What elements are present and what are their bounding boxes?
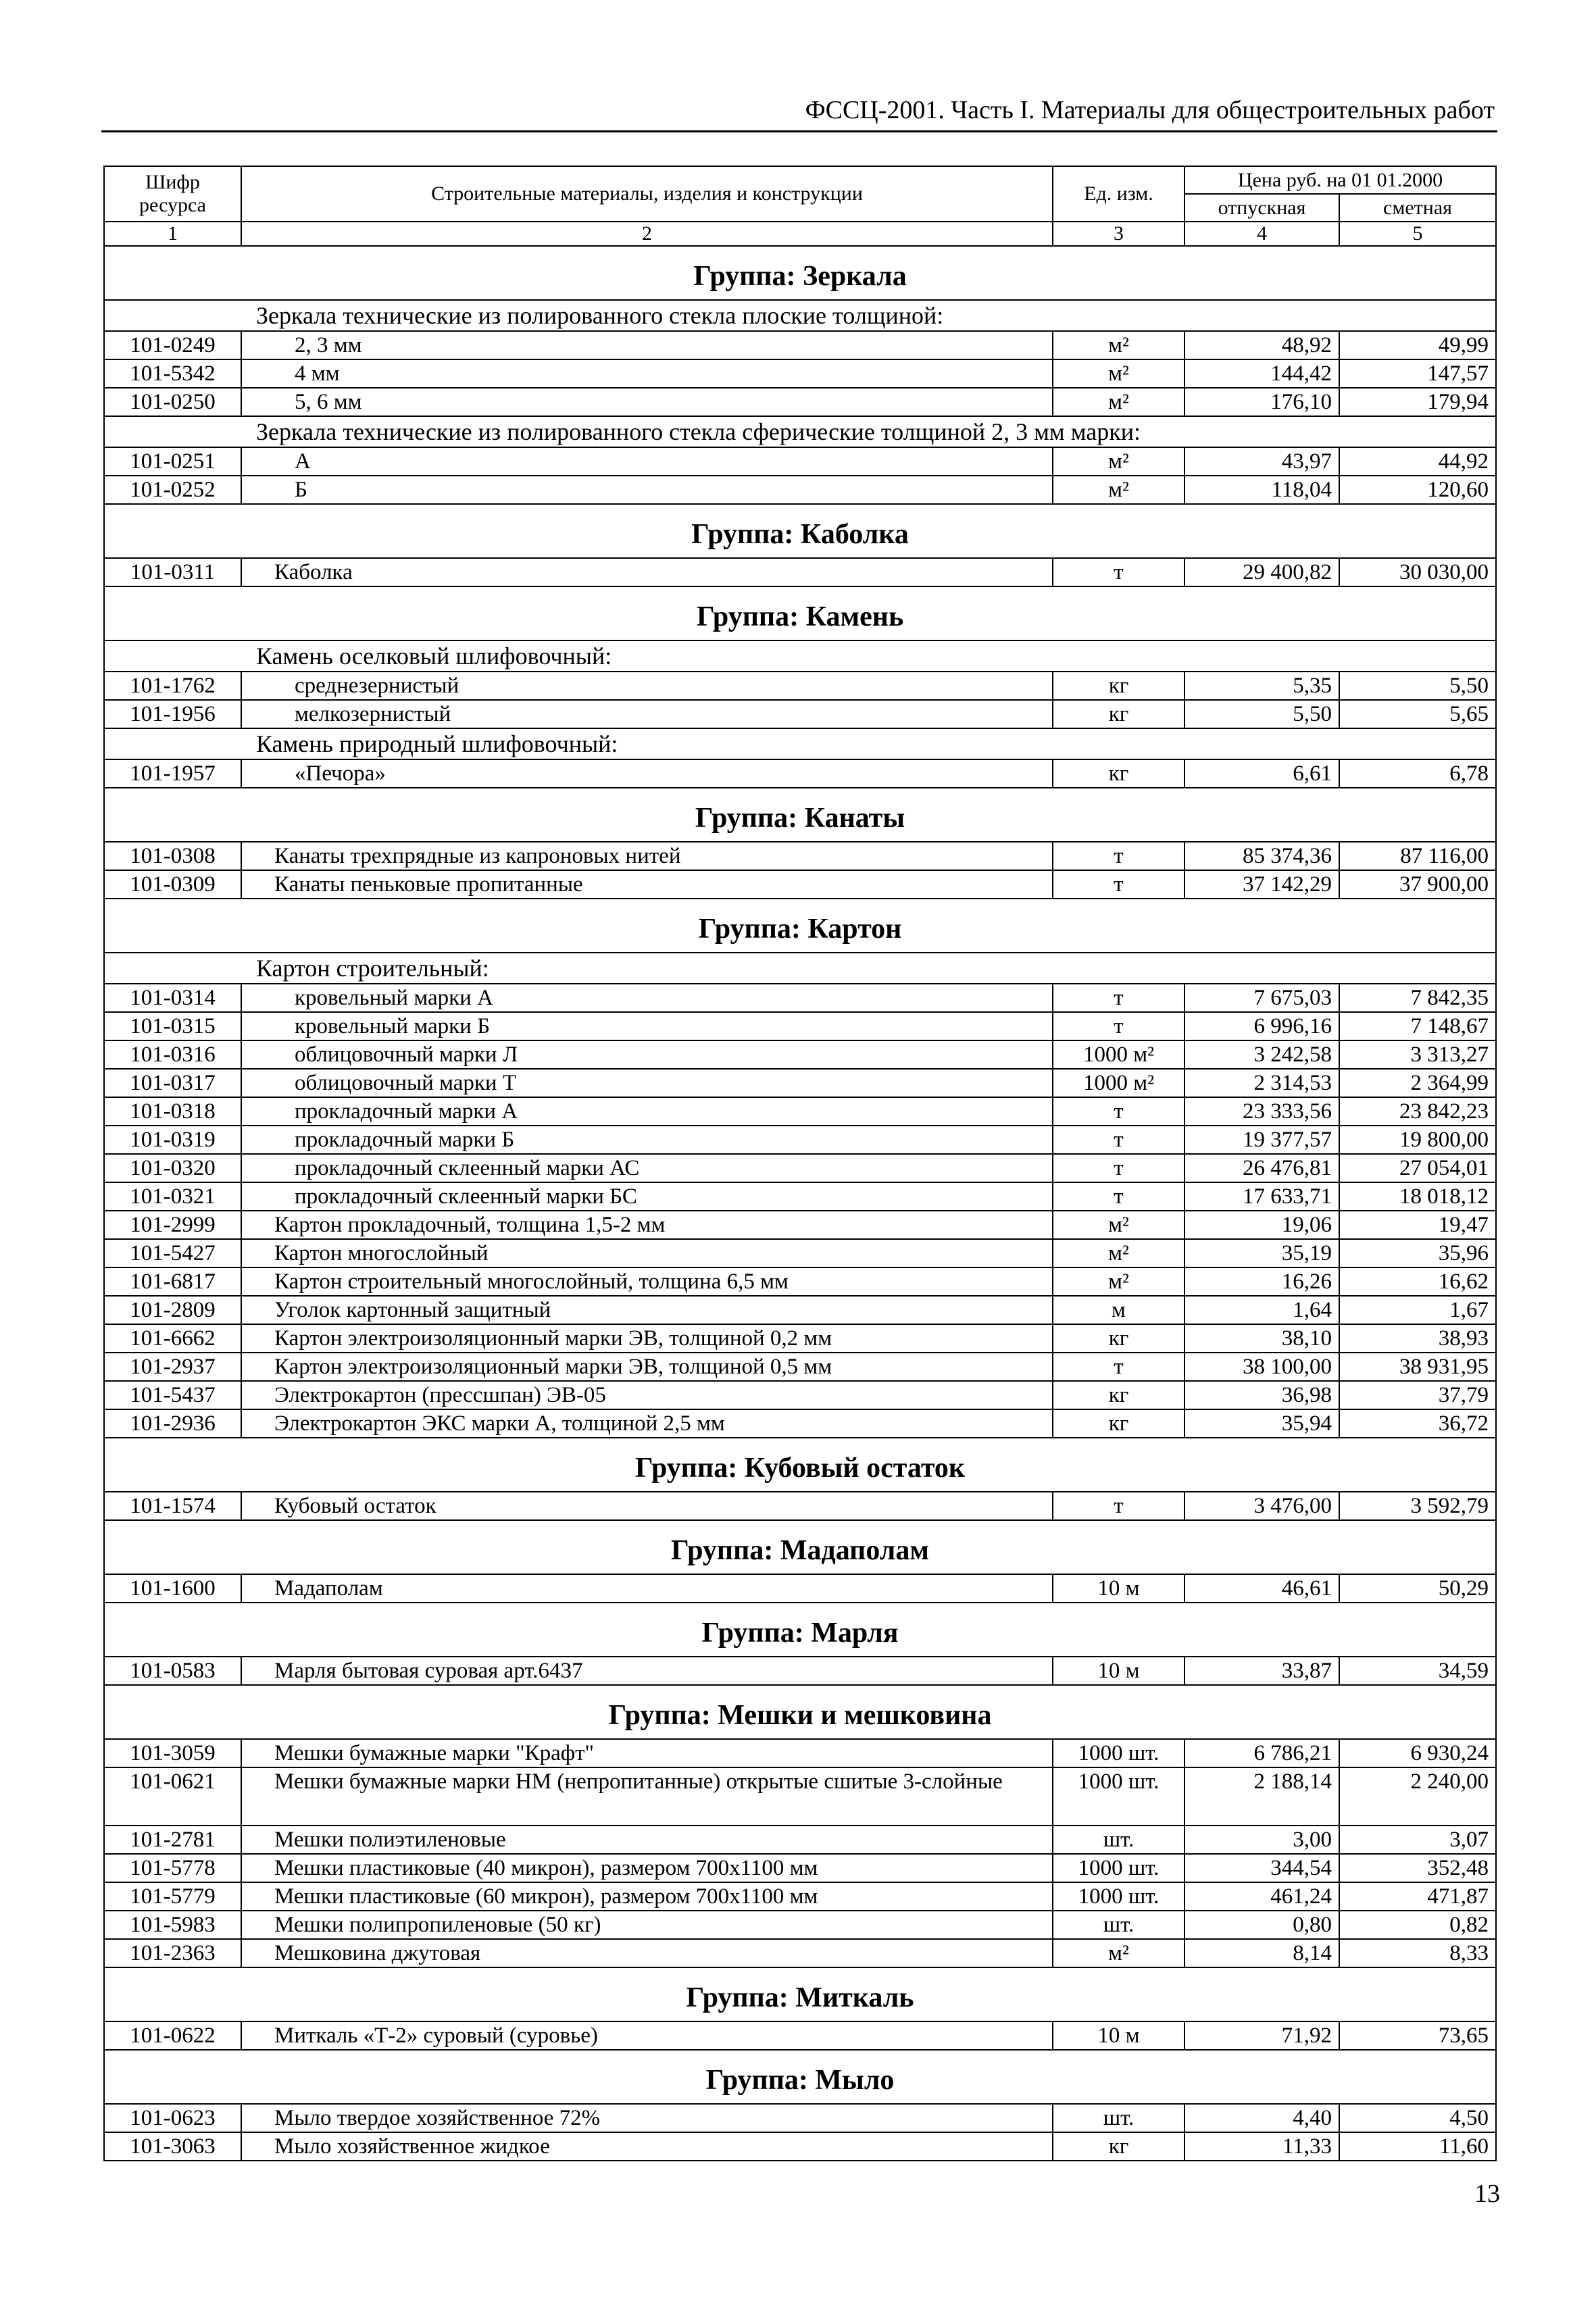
estimate-price: 30 030,00	[1339, 558, 1496, 586]
release-price: 11,33	[1184, 2132, 1339, 2161]
release-price: 46,61	[1184, 1574, 1339, 1603]
table-row	[104, 1012, 1496, 1040]
unit: кг	[1053, 1381, 1184, 1409]
table-row	[104, 759, 1496, 788]
release-price: 176,10	[1184, 388, 1339, 416]
release-price: 2 188,14	[1184, 1767, 1339, 1826]
header-code: Шифр ресурса	[104, 166, 241, 222]
unit: 1000 шт.	[1053, 1854, 1184, 1882]
header-name: Строительные материалы, изделия и конструкции	[241, 166, 1053, 222]
estimate-price: 1,67	[1339, 1296, 1496, 1324]
release-price: 344,54	[1184, 1854, 1339, 1882]
unit: т	[1053, 1182, 1184, 1211]
table-row	[104, 1069, 1496, 1097]
unit: 1000 м²	[1053, 1040, 1184, 1069]
group-title: Группа: Кубовый остаток	[104, 1438, 1496, 1492]
table-row	[104, 1353, 1496, 1381]
estimate-price: 73,65	[1339, 2021, 1496, 2050]
release-price: 37 142,29	[1184, 870, 1339, 899]
table-row	[104, 1939, 1496, 1967]
group-title: Группа: Мешки и мешковина	[104, 1685, 1496, 1739]
release-price: 16,26	[1184, 1267, 1339, 1296]
material-name: Мешки пластиковые (60 микрон), размером 700х1100 мм	[241, 1882, 1053, 1911]
header-rule	[101, 130, 1497, 132]
table-row	[104, 1826, 1496, 1854]
resource-code: 101-0621	[104, 1767, 241, 1826]
release-price: 7 675,03	[1184, 984, 1339, 1012]
table-row	[104, 2104, 1496, 2132]
resource-code: 101-0308	[104, 842, 241, 870]
resource-code: 101-1956	[104, 700, 241, 728]
material-name: Мешки бумажные марки "Крафт"	[241, 1739, 1053, 1767]
group-title: Группа: Камень	[104, 586, 1496, 640]
unit: м	[1053, 1296, 1184, 1324]
material-name: Мешки пластиковые (40 микрон), размером 700х1100 мм	[241, 1854, 1053, 1882]
release-price: 48,92	[1184, 331, 1339, 359]
material-name: прокладочный склеенный марки АС	[241, 1154, 1053, 1182]
group-heading-row	[104, 1438, 1496, 1492]
unit: 10 м	[1053, 1574, 1184, 1603]
estimate-price: 38 931,95	[1339, 1353, 1496, 1381]
release-price: 144,42	[1184, 359, 1339, 388]
estimate-price: 16,62	[1339, 1267, 1496, 1296]
page-number: 13	[1474, 2180, 1500, 2208]
resource-code: 101-2936	[104, 1409, 241, 1438]
resource-code: 101-2781	[104, 1826, 241, 1854]
estimate-price: 36,72	[1339, 1409, 1496, 1438]
column-index: 5	[1339, 222, 1496, 246]
section-heading-row	[104, 953, 1496, 984]
table-row	[104, 1324, 1496, 1353]
group-heading-row	[104, 1967, 1496, 2021]
release-price: 5,35	[1184, 672, 1339, 700]
material-name: Мешки полиэтиленовые	[241, 1826, 1053, 1854]
estimate-price: 2 364,99	[1339, 1069, 1496, 1097]
table-row	[104, 1211, 1496, 1239]
section-heading-row	[104, 416, 1496, 447]
estimate-price: 5,50	[1339, 672, 1496, 700]
material-name: Б	[241, 476, 1053, 504]
material-name: Мешки бумажные марки НМ (непропитанные) открытые сшитые 3-слойные	[241, 1767, 1053, 1826]
material-name: Мешки полипропиленовые (50 кг)	[241, 1911, 1053, 1939]
material-name: облицовочный марки Л	[241, 1040, 1053, 1069]
resource-code: 101-0623	[104, 2104, 241, 2132]
release-price: 33,87	[1184, 1657, 1339, 1685]
group-title: Группа: Мыло	[104, 2050, 1496, 2104]
table-row	[104, 1296, 1496, 1324]
material-name: Каболка	[241, 558, 1053, 586]
table-row	[104, 1040, 1496, 1069]
release-price: 35,94	[1184, 1409, 1339, 1438]
unit: 10 м	[1053, 2021, 1184, 2050]
release-price: 43,97	[1184, 447, 1339, 476]
table-row	[104, 842, 1496, 870]
estimate-price: 471,87	[1339, 1882, 1496, 1911]
material-name: кровельный марки А	[241, 984, 1053, 1012]
resource-code: 101-2809	[104, 1296, 241, 1324]
unit: шт.	[1053, 1826, 1184, 1854]
unit: т	[1053, 870, 1184, 899]
release-price: 17 633,71	[1184, 1182, 1339, 1211]
material-name: Мешковина джутовая	[241, 1939, 1053, 1967]
estimate-price: 0,82	[1339, 1911, 1496, 1939]
material-name: Картон прокладочный, толщина 1,5-2 мм	[241, 1211, 1053, 1239]
material-name: среднезернистый	[241, 672, 1053, 700]
header-price-estimate: сметная	[1339, 194, 1496, 222]
unit: м²	[1053, 1211, 1184, 1239]
material-name: 5, 6 мм	[241, 388, 1053, 416]
unit: т	[1053, 1154, 1184, 1182]
unit: кг	[1053, 1409, 1184, 1438]
material-name: Миткаль «Т-2» суровый (суровье)	[241, 2021, 1053, 2050]
section-title: Картон строительный:	[104, 953, 1496, 984]
estimate-price: 18 018,12	[1339, 1182, 1496, 1211]
resource-code: 101-6817	[104, 1267, 241, 1296]
group-title: Группа: Канаты	[104, 788, 1496, 842]
estimate-price: 11,60	[1339, 2132, 1496, 2161]
resource-code: 101-5437	[104, 1381, 241, 1409]
release-price: 3 242,58	[1184, 1040, 1339, 1069]
section-title: Зеркала технические из полированного стекла плоские толщиной:	[104, 300, 1496, 331]
group-title: Группа: Марля	[104, 1603, 1496, 1657]
resource-code: 101-0315	[104, 1012, 241, 1040]
estimate-price: 27 054,01	[1339, 1154, 1496, 1182]
material-name: Картон строительный многослойный, толщина 6,5 мм	[241, 1267, 1053, 1296]
resource-code: 101-0583	[104, 1657, 241, 1685]
section-heading-row	[104, 640, 1496, 672]
resource-code: 101-5427	[104, 1239, 241, 1267]
release-price: 29 400,82	[1184, 558, 1339, 586]
table-row	[104, 1267, 1496, 1296]
section-title: Камень природный шлифовочный:	[104, 728, 1496, 759]
unit: кг	[1053, 759, 1184, 788]
resource-code: 101-5983	[104, 1911, 241, 1939]
material-name: мелкозернистый	[241, 700, 1053, 728]
header-unit: Ед. изм.	[1053, 166, 1184, 222]
table-row	[104, 1911, 1496, 1939]
estimate-price: 23 842,23	[1339, 1097, 1496, 1126]
unit: 10 м	[1053, 1657, 1184, 1685]
material-name: «Печора»	[241, 759, 1053, 788]
unit: т	[1053, 1126, 1184, 1154]
resource-code: 101-0321	[104, 1182, 241, 1211]
group-heading-row	[104, 504, 1496, 558]
estimate-price: 120,60	[1339, 476, 1496, 504]
unit: м²	[1053, 447, 1184, 476]
section-title: Зеркала технические из полированного стекла сферические толщиной 2, 3 мм марки:	[104, 416, 1496, 447]
material-name: Картон многослойный	[241, 1239, 1053, 1267]
material-name: Картон электроизоляционный марки ЭВ, толщиной 0,5 мм	[241, 1353, 1053, 1381]
estimate-price: 352,48	[1339, 1854, 1496, 1882]
column-index: 2	[241, 222, 1053, 246]
table-row	[104, 1239, 1496, 1267]
material-name: Уголок картонный защитный	[241, 1296, 1053, 1324]
unit: т	[1053, 842, 1184, 870]
table-row	[104, 359, 1496, 388]
resource-code: 101-0317	[104, 1069, 241, 1097]
release-price: 19,06	[1184, 1211, 1339, 1239]
material-name: Канаты пеньковые пропитанные	[241, 870, 1053, 899]
table-row	[104, 1154, 1496, 1182]
estimate-price: 179,94	[1339, 388, 1496, 416]
material-name: А	[241, 447, 1053, 476]
column-index: 4	[1184, 222, 1339, 246]
unit: т	[1053, 984, 1184, 1012]
estimate-price: 50,29	[1339, 1574, 1496, 1603]
table-row	[104, 672, 1496, 700]
unit: кг	[1053, 1324, 1184, 1353]
release-price: 118,04	[1184, 476, 1339, 504]
estimate-price: 3,07	[1339, 1826, 1496, 1854]
price-table-body	[104, 166, 1496, 2161]
estimate-price: 8,33	[1339, 1939, 1496, 1967]
resource-code: 101-0251	[104, 447, 241, 476]
resource-code: 101-0316	[104, 1040, 241, 1069]
estimate-price: 4,50	[1339, 2104, 1496, 2132]
table-row	[104, 331, 1496, 359]
resource-code: 101-2363	[104, 1939, 241, 1967]
material-name: Электрокартон (прессшпан) ЭВ-05	[241, 1381, 1053, 1409]
release-price: 3,00	[1184, 1826, 1339, 1854]
estimate-price: 5,65	[1339, 700, 1496, 728]
group-heading-row	[104, 586, 1496, 640]
release-price: 5,50	[1184, 700, 1339, 728]
header-price-release: отпускная	[1184, 194, 1339, 222]
table-row	[104, 1854, 1496, 1882]
table-row	[104, 1657, 1496, 1685]
estimate-price: 7 842,35	[1339, 984, 1496, 1012]
unit: т	[1053, 1353, 1184, 1381]
release-price: 3 476,00	[1184, 1492, 1339, 1520]
table-row	[104, 558, 1496, 586]
table-row	[104, 1767, 1496, 1826]
resource-code: 101-0320	[104, 1154, 241, 1182]
release-price: 85 374,36	[1184, 842, 1339, 870]
resource-code: 101-0250	[104, 388, 241, 416]
table-row	[104, 700, 1496, 728]
resource-code: 101-0252	[104, 476, 241, 504]
group-title: Группа: Каболка	[104, 504, 1496, 558]
resource-code: 101-0309	[104, 870, 241, 899]
estimate-price: 37 900,00	[1339, 870, 1496, 899]
estimate-price: 49,99	[1339, 331, 1496, 359]
table-row	[104, 1126, 1496, 1154]
estimate-price: 19 800,00	[1339, 1126, 1496, 1154]
table-row	[104, 476, 1496, 504]
release-price: 1,64	[1184, 1296, 1339, 1324]
release-price: 35,19	[1184, 1239, 1339, 1267]
release-price: 2 314,53	[1184, 1069, 1339, 1097]
material-name: Мадаполам	[241, 1574, 1053, 1603]
estimate-price: 44,92	[1339, 447, 1496, 476]
unit: м²	[1053, 1939, 1184, 1967]
release-price: 71,92	[1184, 2021, 1339, 2050]
table-row	[104, 870, 1496, 899]
section-heading-row	[104, 728, 1496, 759]
estimate-price: 6,78	[1339, 759, 1496, 788]
table-row	[104, 1492, 1496, 1520]
resource-code: 101-3063	[104, 2132, 241, 2161]
resource-code: 101-0319	[104, 1126, 241, 1154]
table-row	[104, 1182, 1496, 1211]
resource-code: 101-2937	[104, 1353, 241, 1381]
table-header-row	[104, 166, 1496, 194]
material-name: прокладочный марки А	[241, 1097, 1053, 1126]
release-price: 8,14	[1184, 1939, 1339, 1967]
material-name: 4 мм	[241, 359, 1053, 388]
column-index: 3	[1053, 222, 1184, 246]
resource-code: 101-0249	[104, 331, 241, 359]
unit: м²	[1053, 1239, 1184, 1267]
estimate-price: 3 592,79	[1339, 1492, 1496, 1520]
table-row	[104, 447, 1496, 476]
unit: м²	[1053, 359, 1184, 388]
group-title: Группа: Миткаль	[104, 1967, 1496, 2021]
estimate-price: 6 930,24	[1339, 1739, 1496, 1767]
release-price: 19 377,57	[1184, 1126, 1339, 1154]
release-price: 461,24	[1184, 1882, 1339, 1911]
resource-code: 101-1574	[104, 1492, 241, 1520]
section-heading-row	[104, 300, 1496, 331]
unit: т	[1053, 1097, 1184, 1126]
table-row	[104, 2021, 1496, 2050]
unit: 1000 м²	[1053, 1069, 1184, 1097]
group-heading-row	[104, 788, 1496, 842]
material-name: облицовочный марки Т	[241, 1069, 1053, 1097]
group-heading-row	[104, 1603, 1496, 1657]
resource-code: 101-0311	[104, 558, 241, 586]
unit: шт.	[1053, 1911, 1184, 1939]
table-row	[104, 1882, 1496, 1911]
resource-code: 101-1957	[104, 759, 241, 788]
unit: м²	[1053, 388, 1184, 416]
unit: кг	[1053, 2132, 1184, 2161]
table-row	[104, 1739, 1496, 1767]
group-heading-row	[104, 1520, 1496, 1574]
estimate-price: 38,93	[1339, 1324, 1496, 1353]
material-name: Мыло хозяйственное жидкое	[241, 2132, 1053, 2161]
release-price: 6,61	[1184, 759, 1339, 788]
column-index-row	[104, 222, 1496, 246]
material-name: Марля бытовая суровая арт.6437	[241, 1657, 1053, 1685]
group-title: Группа: Мадаполам	[104, 1520, 1496, 1574]
release-price: 6 996,16	[1184, 1012, 1339, 1040]
table-row	[104, 1409, 1496, 1438]
unit: кг	[1053, 700, 1184, 728]
table-row	[104, 1381, 1496, 1409]
resource-code: 101-0314	[104, 984, 241, 1012]
resource-code: 101-3059	[104, 1739, 241, 1767]
running-head: ФССЦ-2001. Часть I. Материалы для общестроительных работ	[805, 96, 1495, 124]
unit: м²	[1053, 1267, 1184, 1296]
unit: 1000 шт.	[1053, 1767, 1184, 1826]
unit: т	[1053, 1012, 1184, 1040]
resource-code: 101-0622	[104, 2021, 241, 2050]
group-heading-row	[104, 899, 1496, 953]
material-name: Канаты трехпрядные из капроновых нитей	[241, 842, 1053, 870]
section-title: Камень оселковый шлифовочный:	[104, 640, 1496, 672]
resource-code: 101-6662	[104, 1324, 241, 1353]
column-index: 1	[104, 222, 241, 246]
resource-code: 101-5778	[104, 1854, 241, 1882]
price-table	[103, 166, 1497, 2161]
unit: т	[1053, 1492, 1184, 1520]
resource-code: 101-5342	[104, 359, 241, 388]
release-price: 38,10	[1184, 1324, 1339, 1353]
unit: т	[1053, 558, 1184, 586]
group-title: Группа: Зеркала	[104, 246, 1496, 300]
estimate-price: 2 240,00	[1339, 1767, 1496, 1826]
resource-code: 101-5779	[104, 1882, 241, 1911]
release-price: 0,80	[1184, 1911, 1339, 1939]
estimate-price: 19,47	[1339, 1211, 1496, 1239]
table-row	[104, 388, 1496, 416]
unit: 1000 шт.	[1053, 1882, 1184, 1911]
material-name: Картон электроизоляционный марки ЭВ, толщиной 0,2 мм	[241, 1324, 1053, 1353]
resource-code: 101-1600	[104, 1574, 241, 1603]
material-name: прокладочный склеенный марки БС	[241, 1182, 1053, 1211]
material-name: 2, 3 мм	[241, 331, 1053, 359]
group-heading-row	[104, 2050, 1496, 2104]
release-price: 6 786,21	[1184, 1739, 1339, 1767]
estimate-price: 147,57	[1339, 359, 1496, 388]
estimate-price: 7 148,67	[1339, 1012, 1496, 1040]
group-heading-row	[104, 246, 1496, 300]
resource-code: 101-1762	[104, 672, 241, 700]
estimate-price: 35,96	[1339, 1239, 1496, 1267]
table-row	[104, 1574, 1496, 1603]
unit: шт.	[1053, 2104, 1184, 2132]
release-price: 26 476,81	[1184, 1154, 1339, 1182]
unit: м²	[1053, 476, 1184, 504]
table-row	[104, 984, 1496, 1012]
resource-code: 101-0318	[104, 1097, 241, 1126]
release-price: 38 100,00	[1184, 1353, 1339, 1381]
header-price: Цена руб. на 01 01.2000	[1184, 166, 1496, 194]
estimate-price: 87 116,00	[1339, 842, 1496, 870]
release-price: 4,40	[1184, 2104, 1339, 2132]
group-heading-row	[104, 1685, 1496, 1739]
material-name: Электрокартон ЭКС марки А, толщиной 2,5 мм	[241, 1409, 1053, 1438]
material-name: кровельный марки Б	[241, 1012, 1053, 1040]
table-row	[104, 1097, 1496, 1126]
unit: 1000 шт.	[1053, 1739, 1184, 1767]
unit: м²	[1053, 331, 1184, 359]
release-price: 36,98	[1184, 1381, 1339, 1409]
resource-code: 101-2999	[104, 1211, 241, 1239]
table-row	[104, 2132, 1496, 2161]
material-name: Кубовый остаток	[241, 1492, 1053, 1520]
unit: кг	[1053, 672, 1184, 700]
estimate-price: 34,59	[1339, 1657, 1496, 1685]
estimate-price: 3 313,27	[1339, 1040, 1496, 1069]
release-price: 23 333,56	[1184, 1097, 1339, 1126]
group-title: Группа: Картон	[104, 899, 1496, 953]
estimate-price: 37,79	[1339, 1381, 1496, 1409]
material-name: Мыло твердое хозяйственное 72%	[241, 2104, 1053, 2132]
material-name: прокладочный марки Б	[241, 1126, 1053, 1154]
